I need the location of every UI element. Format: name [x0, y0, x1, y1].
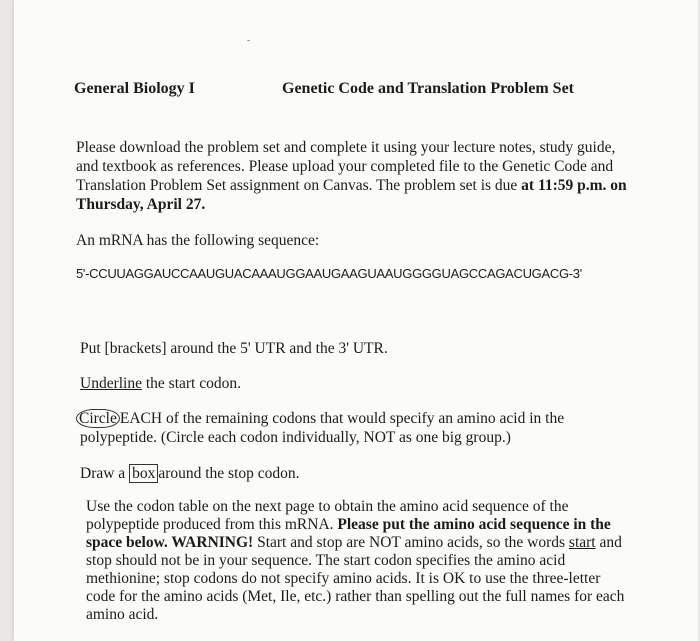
course-name: General Biology I — [74, 80, 195, 97]
due-date: at 11:59 p.m. on Thursday, April 27. — [76, 177, 627, 213]
question-circle — [80, 409, 620, 447]
underline-word: Underline — [80, 375, 142, 392]
question-brackets: Put [brackets] around the 5' UTR and the 3' UTR. — [80, 340, 388, 357]
q5-text-c: Start and stop are NOT amino acids, so the words — [253, 534, 569, 551]
q5-text-e: and stop should not be in your sequence. The start codon specifies the amino acid methionine; stop codons do not specify amino acids. It is OK to use the three-letter code for the amino acids (Met, Ile, etc.) rather than spelling out the full names for each amino acid. — [86, 534, 625, 623]
question-box — [80, 464, 300, 483]
circle-word: Circle — [76, 409, 120, 428]
question-amino-acid-sequence — [86, 498, 626, 624]
mrna-sequence: 5'-CCUUAGGAUCCAAUGUACAAAUGGAAUGAAGUAAUGGGGUAGCCAGACUGACG-3' — [76, 266, 582, 281]
question-box-pre: Draw a — [80, 465, 130, 482]
question-circle-text: EACH of the remaining codons that would specify an amino acid in the polypeptide. (Circle each codon individually, NOT as one big group.) — [80, 410, 565, 446]
question-box-text: around the stop codon. — [158, 465, 300, 482]
document-title: Genetic Code and Translation Problem Set — [282, 80, 574, 97]
q5-start-word: start — [568, 534, 596, 551]
intro-paragraph — [76, 138, 636, 214]
question-underline — [80, 374, 241, 393]
page-mark: - — [247, 35, 251, 46]
intro-text: Please download the problem set and complete it using your lecture notes, study guide, and textbook as references. Please upload your completed file to the Genetic Code and Translation Problem Set assignment on Canvas. The problem set is due — [76, 139, 616, 194]
box-word: box — [129, 464, 158, 483]
document-page — [14, 0, 698, 641]
question-underline-text: the start codon. — [141, 375, 241, 392]
q5-text-a: Use the codon table on the next page to obtain the amino acid sequence of the polypeptide produced from this mRNA. — [86, 498, 569, 533]
q5-instruction-bold: Please put the amino acid sequence in the space below. WARNING! — [86, 516, 611, 551]
sequence-intro: An mRNA has the following sequence: — [76, 232, 320, 249]
